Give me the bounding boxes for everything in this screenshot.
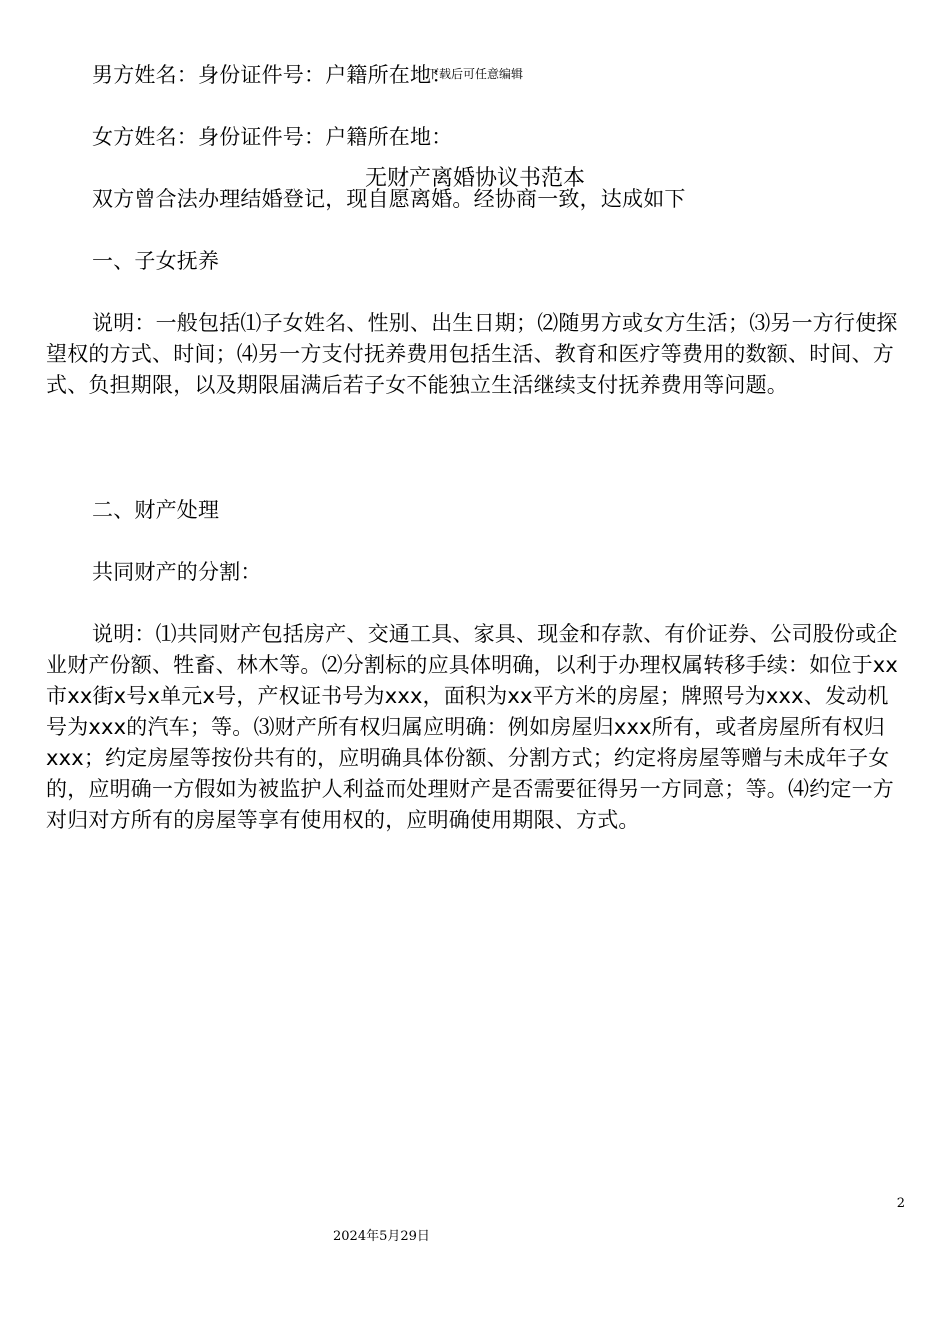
document-title: 无财产离婚协议书范本	[364, 166, 585, 191]
header-note: 下载后可任意编辑	[426, 67, 523, 81]
child-support-note: 说明：一般包括⑴子女姓名、性别、出生日期；⑵随男方或女方生活；⑶另一方行使探望权的方式、时间；⑷另一方支付抚养费用包括生活、教育和医疗等费用的数额、时间、方式、负担期限，以及期限届满后若子女不能独立生活继续支付抚养费用等问题。	[46, 311, 898, 397]
property-division-note: 说明：⑴共同财产包括房产、交通工具、家具、现金和存款、有价证券、公司股份或企业财产份额、牲畜、林木等。⑵分割标的应具体明确，以利于办理权属转移手续：如位于xx市xx街x号x单元x号，产权证书号为xxx，面积为xx平方米的房屋；牌照号为xxx、发动机号为xxx的汽车；等。⑶财产所有权归属应明确：例如房屋归xxx所有，或者房屋所有权归xxx；约定房屋等按份共有的，应明确具体份额、分割方式；约定将房屋等赠与未成年子女的，应明确一方假如为被监护人利益而处理财产是否需要征得另一方同意；等。⑷约定一方对归对方所有的房屋等享有使用权的，应明确使用期限、方式。	[46, 622, 899, 832]
female-party-line: 女方姓名：身份证件号：户籍所在地：	[92, 125, 453, 149]
footer-date: 2024年5月29日	[333, 1229, 430, 1244]
male-party-line: 男方姓名：身份证件号：户籍所在地：	[92, 63, 453, 87]
section-heading-child-support: 一、子女抚养	[92, 249, 220, 273]
page-number: 2	[896, 1196, 905, 1211]
joint-property-heading: 共同财产的分割：	[92, 560, 262, 584]
agreement-intro: 双方曾合法办理结婚登记，现自愿离婚。经协商一致，达成如下	[92, 187, 686, 211]
section-heading-property: 二、财产处理	[92, 498, 220, 522]
